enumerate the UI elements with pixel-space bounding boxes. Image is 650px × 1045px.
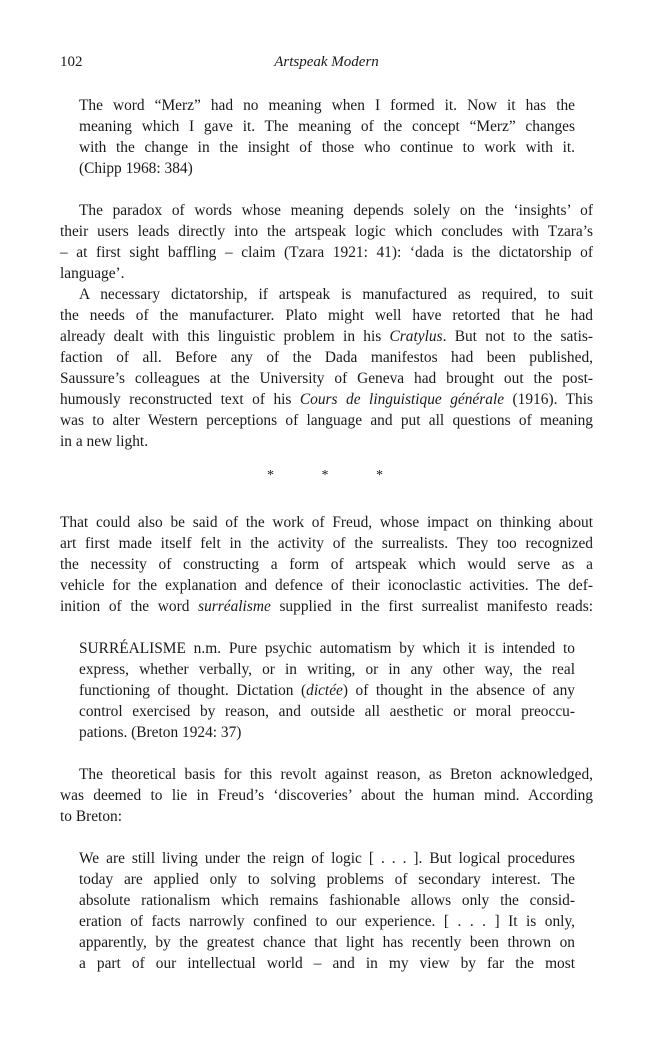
quote-line: express, whether verbally, or in writing, or in any other way, the real bbox=[79, 661, 575, 678]
running-head: Artspeak Modern bbox=[274, 54, 379, 70]
body-line: language’. bbox=[60, 265, 125, 282]
text-run: supplied in the first surrealist manifesto reads: bbox=[270, 598, 593, 615]
quote-line: absolute rationalism which remains fashionable allows only the consid- bbox=[79, 892, 575, 909]
body-line: the necessity of constructing a form of artspeak which would serve as a bbox=[60, 556, 593, 573]
body-line: the needs of the manufacturer. Plato might well have retorted that he had bbox=[60, 307, 593, 324]
quote-line: eration of facts narrowly confined to our experience. [ . . . ] It is only, bbox=[79, 913, 575, 930]
asterisk: * bbox=[321, 468, 329, 483]
quote-line: control exercised by reason, and outside all aesthetic or moral preoccu- bbox=[79, 703, 575, 720]
body-line: The theoretical basis for this revolt against reason, as Breton acknowledged, bbox=[79, 766, 593, 783]
body-line: vehicle for the explanation and defence of their iconoclastic activities. The def- bbox=[60, 577, 593, 594]
quote-line: We are still living under the reign of logic [ . . . ]. But logical procedures bbox=[79, 850, 575, 867]
text-run: functioning of thought. Dictation ( bbox=[79, 682, 307, 699]
quote-line: today are applied only to solving problems of secondary interest. The bbox=[79, 871, 575, 888]
body-line: in a new light. bbox=[60, 433, 149, 450]
italic-title-cratylus: Cratylus bbox=[389, 328, 443, 345]
quote-line: (Chipp 1968: 384) bbox=[79, 160, 193, 177]
italic-term-dictee: dictée bbox=[306, 682, 343, 699]
quote-line: a part of our intellectual world – and in my view by far the most bbox=[79, 955, 575, 972]
body-line: was to alter Western perceptions of language and put all questions of meaning bbox=[60, 412, 593, 429]
body-line: was deemed to lie in Freud’s ‘discoveries’ about the human mind. According bbox=[60, 787, 593, 804]
text-run: ) of thought in the absence of any bbox=[342, 682, 575, 699]
quote-line: SURRÉALISME n.m. Pure psychic automatism by which it is intended to bbox=[79, 640, 575, 657]
italic-term-surrealisme: surréalisme bbox=[198, 598, 271, 615]
body-line: faction of all. Before any of the Dada manifestos had been published, bbox=[60, 349, 593, 366]
page-number: 102 bbox=[60, 54, 83, 70]
quote-line: meaning which I gave it. The meaning of the concept “Merz” changes bbox=[79, 118, 575, 135]
text-run: inition of the word bbox=[60, 598, 199, 615]
text-run: humously reconstructed text of his bbox=[60, 391, 300, 408]
body-line: their users leads directly into the artspeak logic which concludes with Tzara’s bbox=[60, 223, 593, 240]
text-run: . But not to the satis- bbox=[442, 328, 593, 345]
quote-line: with the change in the insight of those who continue to work with it. bbox=[79, 139, 575, 156]
body-line bbox=[60, 326, 593, 347]
quote-line: The word “Merz” had no meaning when I formed it. Now it has the bbox=[79, 97, 575, 114]
quote-line bbox=[79, 680, 575, 701]
body-line: That could also be said of the work of Freud, whose impact on thinking about bbox=[60, 514, 593, 531]
body-line bbox=[60, 389, 593, 410]
asterisk: * bbox=[267, 468, 274, 483]
body-line bbox=[60, 596, 593, 617]
text-run: already dealt with this linguistic problem in his bbox=[60, 328, 390, 345]
body-line: The paradox of words whose meaning depends solely on the ‘insights’ of bbox=[79, 202, 593, 219]
quote-line: pations. (Breton 1924: 37) bbox=[79, 724, 242, 741]
body-line: – at first sight baffling – claim (Tzara 1921: 41): ‘dada is the dictatorship of bbox=[60, 244, 593, 261]
body-line: to Breton: bbox=[60, 808, 122, 825]
quote-line: apparently, by the greatest chance that light has recently been thrown on bbox=[79, 934, 575, 951]
text-run: (1916). This bbox=[504, 391, 593, 408]
italic-title-cours: Cours de linguistique générale bbox=[299, 391, 505, 408]
asterisk: * bbox=[376, 468, 383, 483]
body-line: A necessary dictatorship, if artspeak is manufactured as required, to suit bbox=[79, 286, 593, 303]
body-line: art first made itself felt in the activity of the surrealists. They too recognized bbox=[60, 535, 593, 552]
section-break bbox=[0, 468, 650, 484]
body-line: Saussure’s colleagues at the University of Geneva had brought out the post- bbox=[60, 370, 593, 387]
page-header bbox=[60, 54, 593, 78]
